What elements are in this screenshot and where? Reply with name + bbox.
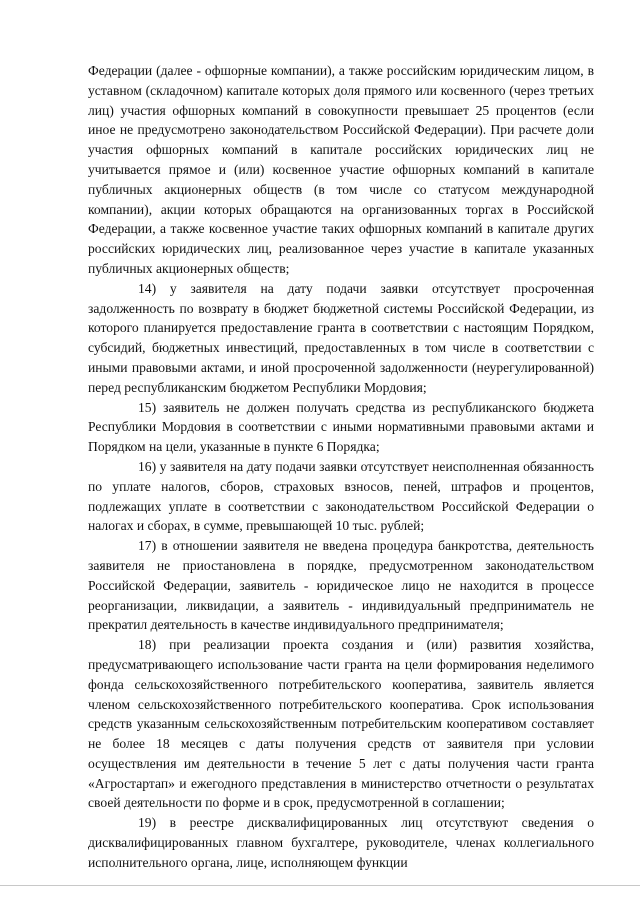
paragraph-item-15: 15) заявитель не должен получать средства из республиканского бюджета Республики Мордовия в соответствии с иными нормативными правовыми актами и Порядком на цели, указанные в пункте 6 Порядка; [88,399,594,455]
paragraph-item-19: 19) в реестре дисквалифицированных лиц отсутствуют сведения о дисквалифицированных главном бухгалтере, руководителе, членах коллегиального исполнительного органа, лице, исполняющем функции [88,815,594,870]
paragraph-item-17: 17) в отношении заявителя не введена процедура банкротства, деятельность заявителя не приостановлена в порядке, предусмотренном законодательством Российской Федерации, заявитель - юридическое лицо не находится в процессе реорганизации, ликвидации, а заявитель - индивидуальный предприниматель не прекратил деятельность в качестве индивидуального предпринимателя; [88,538,594,633]
paragraph-item-14: 14) у заявителя на дату подачи заявки отсутствует просроченная задолженность по возврату в бюджет бюджетной системы Российской Федерации, из которого планируется предоставление гранта в соответствии с настоящим Порядком, субсидий, бюджетных инвестиций, предоставленных в том числе в соответствии с иными правовыми актами, и иной просроченной задолженности (неурегулированной) перед республиканским бюджетом Республики Мордовия; [88,280,594,395]
paragraph-item-16: 16) у заявителя на дату подачи заявки отсутствует неисполненная обязанность по уплате налогов, сборов, страховых взносов, пеней, штрафов и процентов, подлежащих уплате в соответствии с законодательством Российской Федерации о налогах и сборах, в сумме, превышающей 10 тыс. рублей; [88,458,594,534]
paragraph-offshore-continuation: Федерации (далее - офшорные компании), а также российским юридическим лицом, в уставном (складочном) капитале которых доля прямого или косвенного (через третьих лиц) участия офшорных компаний в совокупности превышает 25 процентов (если иное не предусмотрено законодательством Российской Федерации). При расчете доли участия офшорных компаний в капитале российских юридических лиц не учитывается прямое и (или) косвенное участие офшорных компаний в капитале публичных акционерных обществ (в том числе со статусом международной компании), акции которых обращаются на организованных торгах в Российской Федерации, а также косвенное участие таких офшорных компаний в капитале других российских юридических лиц, реализованное через участие в капитале указанных публичных акционерных обществ; [88,63,594,276]
page-bottom-divider [0,885,640,886]
paragraph-item-18: 18) при реализации проекта создания и (или) развития хозяйства, предусматривающего использование части гранта на цели формирования неделимого фонда сельскохозяйственного потребительского кооператива, заявитель является членом сельскохозяйственного потребительского кооператива. Срок использования средств указанным сельскохозяйственным потребительским кооперативом составляет не более 18 месяцев с даты получения средств от заявителя при условии осуществления им деятельности в течение 5 лет с даты получения части гранта «Агростартап» и ежегодного представления в министерство отчетности о результатах своей деятельности по форме и в срок, предусмотренной в соглашении; [88,637,594,811]
document-body [88,61,594,873]
